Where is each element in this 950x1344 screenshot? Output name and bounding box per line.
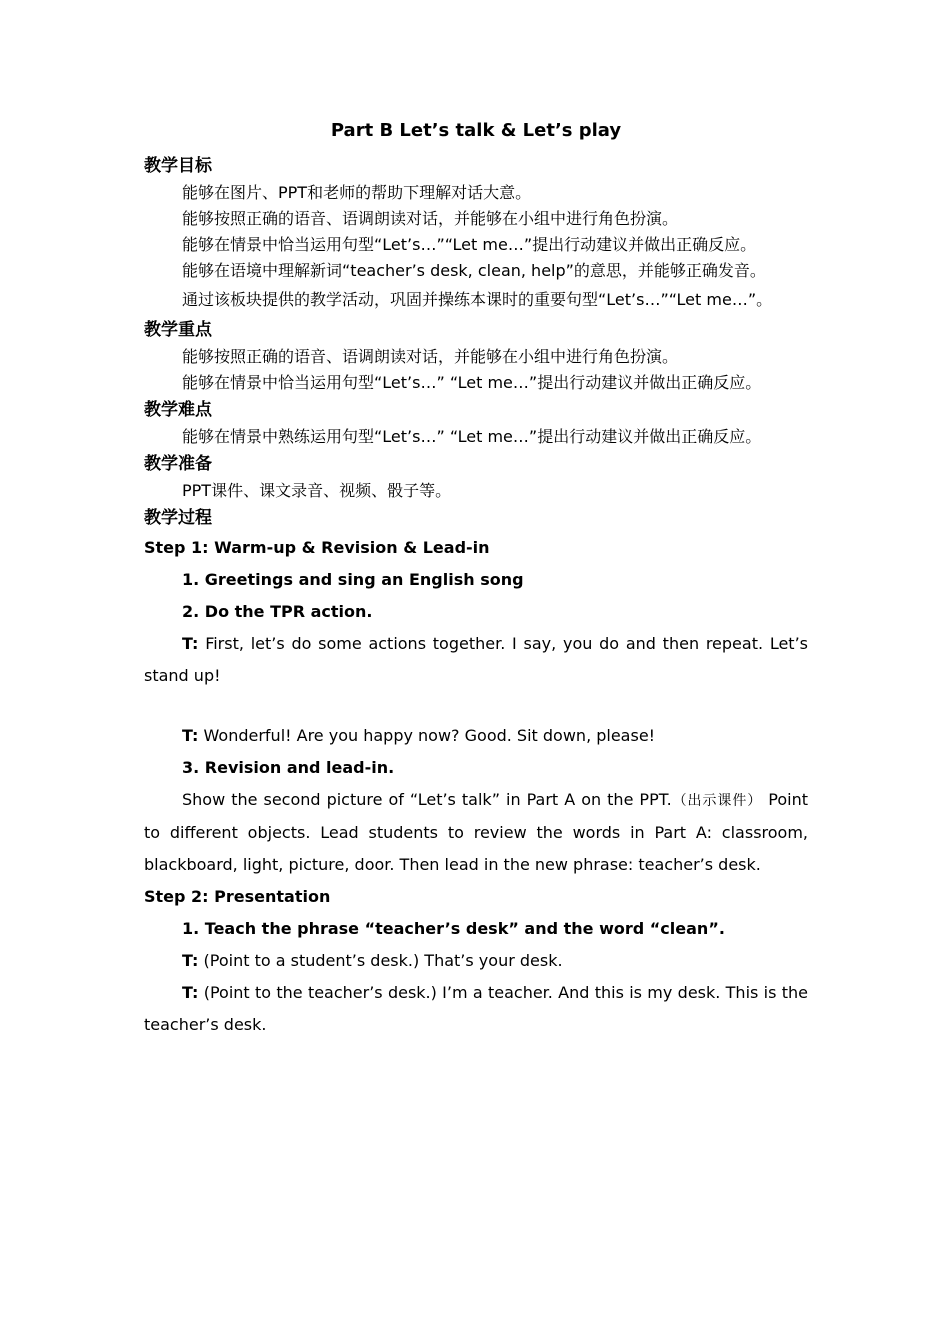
teacher-speech: Wonderful! Are you happy now? Good. Sit down, please!	[198, 726, 656, 745]
show-text-a: Show the second picture of “Let’s talk” in Part A on the PPT.	[182, 790, 672, 809]
step-1-item-3: 3. Revision and lead-in.	[182, 758, 395, 777]
step-1-teacher-line-1	[144, 628, 808, 692]
page-title: Part B Let’s talk & Let’s play	[330, 120, 622, 141]
goals-paragraph-5: 通过该板块提供的教学活动，巩固并操练本课时的重要句型“Let’s…”“Let me…”。	[182, 290, 773, 309]
goals-heading: 教学目标	[144, 156, 212, 176]
teacher-speech: (Point to the teacher’s desk.) I’m a teacher. And this is my desk. This is the teacher’s desk.	[144, 983, 808, 1034]
step-2-item-1: 1. Teach the phrase “teacher’s desk” and the word “clean”.	[182, 919, 725, 938]
key-points-paragraph-2: 能够在情景中恰当运用句型“Let’s…” “Let me…”提出行动建议并做出正确反应。	[182, 373, 762, 392]
difficulties-paragraph-1: 能够在情景中熟练运用句型“Let’s…” “Let me…”提出行动建议并做出正确反应。	[182, 427, 762, 446]
step-2-teacher-line-1	[144, 945, 808, 977]
key-points-heading: 教学重点	[144, 320, 212, 340]
key-points-paragraph-1: 能够按照正确的语音、语调朗读对话，并能够在小组中进行角色扮演。	[182, 347, 679, 366]
process-heading: 教学过程	[144, 508, 212, 528]
step-1-item-2: 2. Do the TPR action.	[182, 602, 373, 621]
step-1-show-paragraph	[144, 784, 808, 881]
show-note: （出示课件）	[671, 793, 763, 809]
teacher-label: T:	[182, 951, 199, 970]
show-text-b: Point to different objects. Lead students to review the words in Part A: classroom, blackboard, light, picture, door. Then lead in the new phrase: teacher’s desk.	[144, 790, 808, 874]
teacher-label: T:	[182, 983, 199, 1002]
difficulties-heading: 教学难点	[144, 400, 212, 420]
document-page	[144, 112, 808, 1041]
step-1-item-1: 1. Greetings and sing an English song	[182, 570, 524, 589]
goals-paragraph-2: 能够按照正确的语音、语调朗读对话，并能够在小组中进行角色扮演。	[182, 209, 679, 228]
step-1-title: Step 1: Warm-up & Revision & Lead-in	[144, 538, 490, 557]
teacher-label: T:	[182, 726, 199, 745]
goals-paragraph-4: 能够在语境中理解新词“teacher’s desk, clean, help”的意思，并能够正确发音。	[182, 261, 766, 280]
blank-line	[144, 692, 808, 720]
teacher-speech: First, let’s do some actions together. I say, you do and then repeat. Let’s stand up!	[144, 634, 808, 685]
goals-paragraph-1: 能够在图片、PPT和老师的帮助下理解对话大意。	[182, 183, 532, 202]
preparation-paragraph-1: PPT课件、课文录音、视频、骰子等。	[182, 481, 452, 500]
step-2-title: Step 2: Presentation	[144, 887, 331, 906]
preparation-heading: 教学准备	[144, 454, 212, 474]
teacher-label: T:	[182, 634, 199, 653]
teacher-speech: (Point to a student’s desk.) That’s your desk.	[198, 951, 563, 970]
step-2-teacher-line-2	[144, 977, 808, 1041]
goals-paragraph-3: 能够在情景中恰当运用句型“Let’s…”“Let me…”提出行动建议并做出正确反应。	[182, 235, 757, 254]
step-1-teacher-line-2	[144, 720, 808, 752]
